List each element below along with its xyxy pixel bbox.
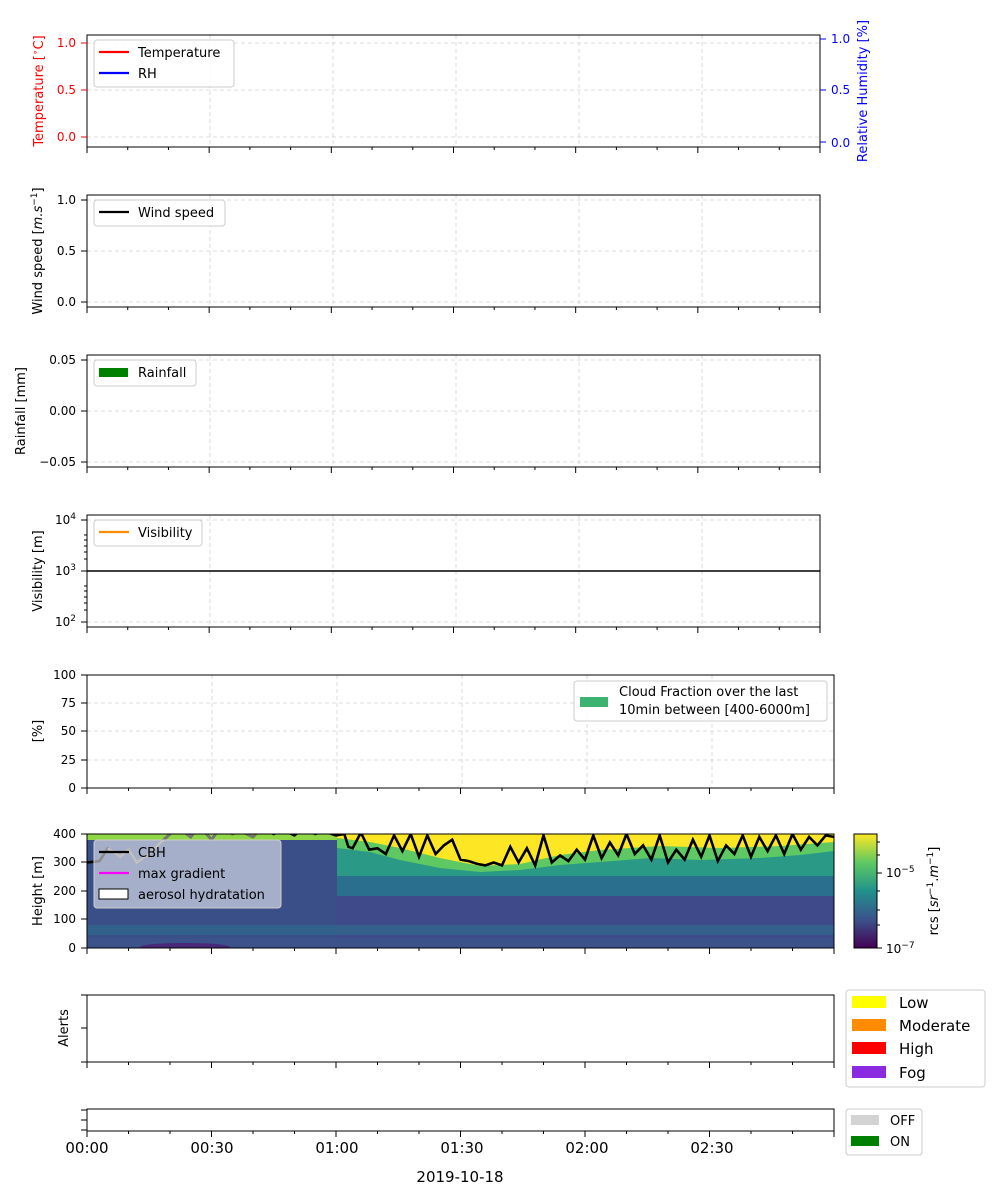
legend-label: max gradient <box>138 867 226 882</box>
visibility-panel <box>31 512 820 629</box>
ytick-label: 75 <box>60 696 76 710</box>
backscatter-heatmap-panel <box>31 826 942 957</box>
legend <box>94 520 202 546</box>
legend-label: Wind speed <box>138 206 215 221</box>
xtick-label: 02:30 <box>690 1139 734 1157</box>
ytick-label: $10^4$ <box>54 512 76 527</box>
legend <box>94 200 225 226</box>
ytick-label: $10^2$ <box>54 614 76 629</box>
colorbar-tick-label: $10^{-7}$ <box>886 941 915 956</box>
y-axis-label: Alerts <box>57 1009 72 1047</box>
legend <box>846 1109 922 1155</box>
ytick2-label: 0.0 <box>831 136 851 150</box>
legend-label: 10min between [400-6000m] <box>619 703 810 718</box>
legend-label: Visibility <box>138 526 193 541</box>
ytick-label: 0.05 <box>49 353 76 367</box>
xtick-label: 00:00 <box>65 1139 109 1157</box>
temperature-panel <box>31 20 871 162</box>
ytick-label: 0.00 <box>49 404 76 418</box>
wind-speed-panel <box>30 187 820 314</box>
x-axis <box>65 1139 733 1186</box>
ytick-label: 400 <box>53 827 76 841</box>
ytick-label: 0.5 <box>56 244 76 258</box>
ytick-label: 0.5 <box>56 83 76 97</box>
axes-frame <box>87 1109 834 1131</box>
legend-swatch <box>852 1042 886 1054</box>
y-axis-label: Height [m] <box>31 856 46 926</box>
legend-label: Fog <box>899 1064 926 1082</box>
ytick-label: 50 <box>60 724 76 738</box>
y-axis-label-secondary: Relative Humidity [%] <box>856 19 871 163</box>
axes-frame <box>87 995 834 1062</box>
legend <box>846 990 985 1087</box>
legend <box>94 360 196 386</box>
legend-swatch <box>99 889 128 899</box>
alerts-panel <box>57 990 985 1087</box>
colorbar-tick-label: $10^{-5}$ <box>886 865 915 880</box>
legend-label: Temperature <box>138 46 221 61</box>
xtick-label: 01:30 <box>440 1139 484 1157</box>
legend <box>94 40 234 87</box>
legend-swatch <box>99 368 128 377</box>
ytick-label: −0.05 <box>39 455 76 469</box>
legend-swatch <box>851 1115 879 1125</box>
legend-label: Cloud Fraction over the last <box>619 685 799 700</box>
colorbar-label: rcs $[sr^{-1}.m^{-1}]$ <box>926 846 942 936</box>
ytick-label: 300 <box>53 855 76 869</box>
legend-swatch <box>852 1066 886 1078</box>
legend-label: ON <box>890 1135 910 1150</box>
legend-label: aerosol hydratation <box>138 888 265 903</box>
ytick-label: 200 <box>53 884 76 898</box>
ytick-label: 1.0 <box>56 193 76 207</box>
ytick-label: 0 <box>68 781 76 795</box>
y-axis-label: Temperature [∘C] <box>31 35 47 147</box>
y-axis-label: Rainfall [mm] <box>14 367 29 455</box>
x-axis-date-label: 2019-10-18 <box>416 1168 504 1186</box>
legend-label: CBH <box>138 846 166 861</box>
legend-swatch <box>580 697 608 707</box>
ytick2-label: 0.5 <box>831 83 851 97</box>
ytick-label: 0 <box>68 941 76 955</box>
x-tick-marks <box>87 147 834 1137</box>
legend <box>574 681 827 721</box>
legend-label: Moderate <box>899 1017 971 1035</box>
xtick-label: 02:00 <box>565 1139 609 1157</box>
legend-swatch <box>852 1019 886 1031</box>
ytick2-label: 1.0 <box>831 32 851 46</box>
ytick-label: 1.0 <box>56 36 76 50</box>
ytick-label: $10^3$ <box>54 563 76 578</box>
legend-label: RH <box>138 67 157 82</box>
ytick-label: 0.0 <box>56 130 76 144</box>
ytick-label: 0.0 <box>56 295 76 309</box>
xtick-label: 01:00 <box>315 1139 359 1157</box>
legend-label: Low <box>899 994 929 1012</box>
legend-swatch <box>852 996 886 1008</box>
legend-label: Rainfall <box>138 366 187 381</box>
cloud-fraction-panel <box>31 668 834 795</box>
ytick-label: 100 <box>53 912 76 926</box>
legend-label: High <box>899 1040 934 1058</box>
rainfall-panel <box>14 353 820 469</box>
y-axis-label: Visibility [m] <box>31 530 46 612</box>
legend-label: OFF <box>890 1114 916 1129</box>
ytick-label: 25 <box>60 753 76 767</box>
legend-swatch <box>851 1136 879 1146</box>
colorbar <box>854 834 942 956</box>
xtick-label: 00:30 <box>190 1139 234 1157</box>
ytick-label: 100 <box>53 668 76 682</box>
legend <box>94 840 281 908</box>
y-axis-label: [%] <box>31 719 46 743</box>
y-axis-label: Wind speed $[m.s^{-1}]$ <box>30 187 46 315</box>
